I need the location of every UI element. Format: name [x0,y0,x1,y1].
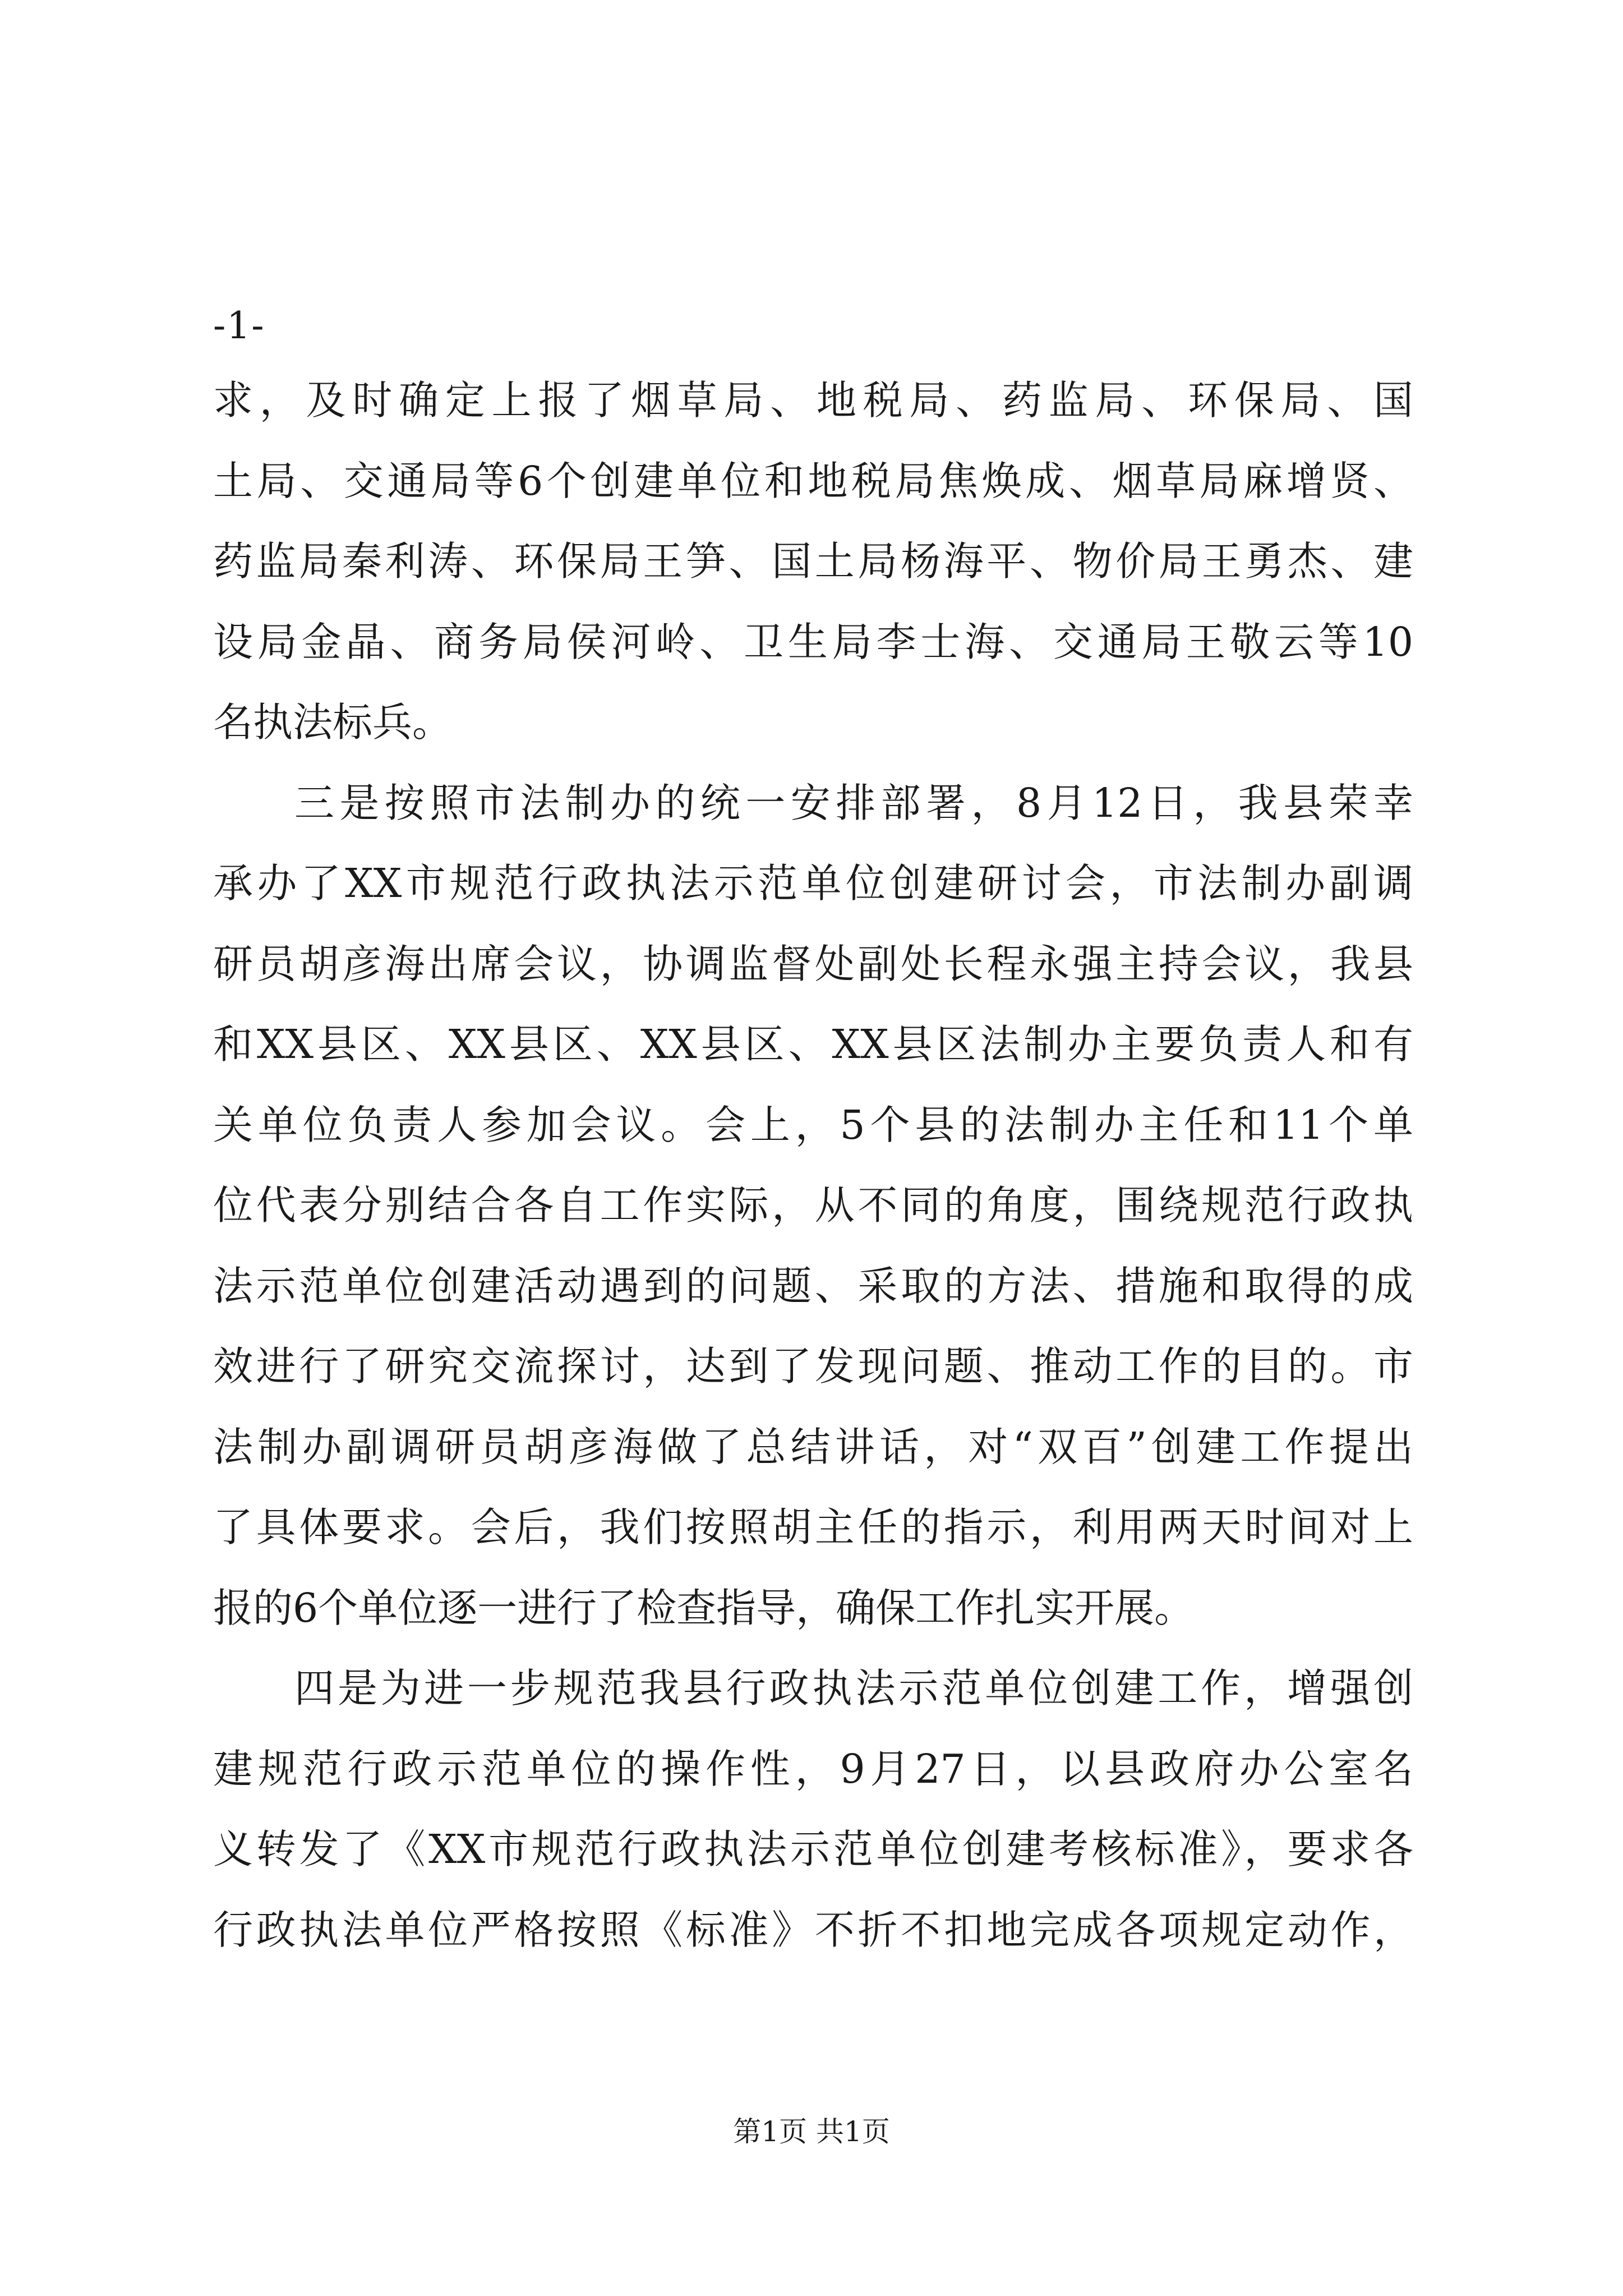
text-line: 行政执法单位严格按照《标准》不折不扣地完成各项规定动作， [213,1906,1413,1953]
text-line: 义转发了《XX市规范行政执法示范单位创建考核标准》，要求各 [213,1826,1413,1872]
text-line: 研员胡彦海出席会议，协调监督处副处长程永强主持会议，我县 [213,940,1413,987]
page-footer: 第1页 共1页 [733,2115,890,2148]
text-line: 法制办副调研员胡彦海做了总结讲话，对“双百”创建工作提出 [213,1423,1413,1470]
text-line: 和XX县区、XX县区、XX县区、XX县区法制办主要负责人和有 [213,1021,1413,1068]
text-line: 药监局秦利涛、环保局王笋、国土局杨海平、物价局王勇杰、建 [213,538,1413,585]
text-line: 土局、交通局等6个创建单位和地税局焦焕成、烟草局麻增贤、 [213,457,1413,504]
text-line: 效进行了研究交流探讨，达到了发现问题、推动工作的目的。市 [213,1343,1413,1389]
text-line: 建规范行政示范单位的操作性，9月27日，以县政府办公室名 [213,1745,1413,1792]
text-line: 位代表分别结合各自工作实际，从不同的角度，围绕规范行政执 [213,1182,1413,1228]
text-line: 关单位负责人参加会议。会上，5个县的法制办主任和11个单 [213,1101,1413,1148]
text-line: 求，及时确定上报了烟草局、地税局、药监局、环保局、国 [213,377,1413,424]
text-line: 承办了XX市规范行政执法示范单位创建研讨会，市法制办副调 [213,860,1413,907]
paragraph-start-line: 四是为进一步规范我县行政执法示范单位创建工作，增强创 [294,1665,1413,1711]
page-marker: -1- [213,304,265,347]
text-line: 设局金晶、商务局侯河岭、卫生局李士海、交通局王敬云等10 [213,618,1413,665]
body-text [213,360,1413,1970]
text-line: 名执法标兵。 [213,699,453,746]
text-line: 报的6个单位逐一进行了检查指导，确保工作扎实开展。 [213,1584,1195,1631]
paragraph-start-line: 三是按照市法制办的统一安排部署，8月12日，我县荣幸 [294,779,1413,826]
text-line: 法示范单位创建活动遇到的问题、采取的方法、措施和取得的成 [213,1262,1413,1309]
text-line: 了具体要求。会后，我们按照胡主任的指示，利用两天时间对上 [213,1504,1413,1550]
